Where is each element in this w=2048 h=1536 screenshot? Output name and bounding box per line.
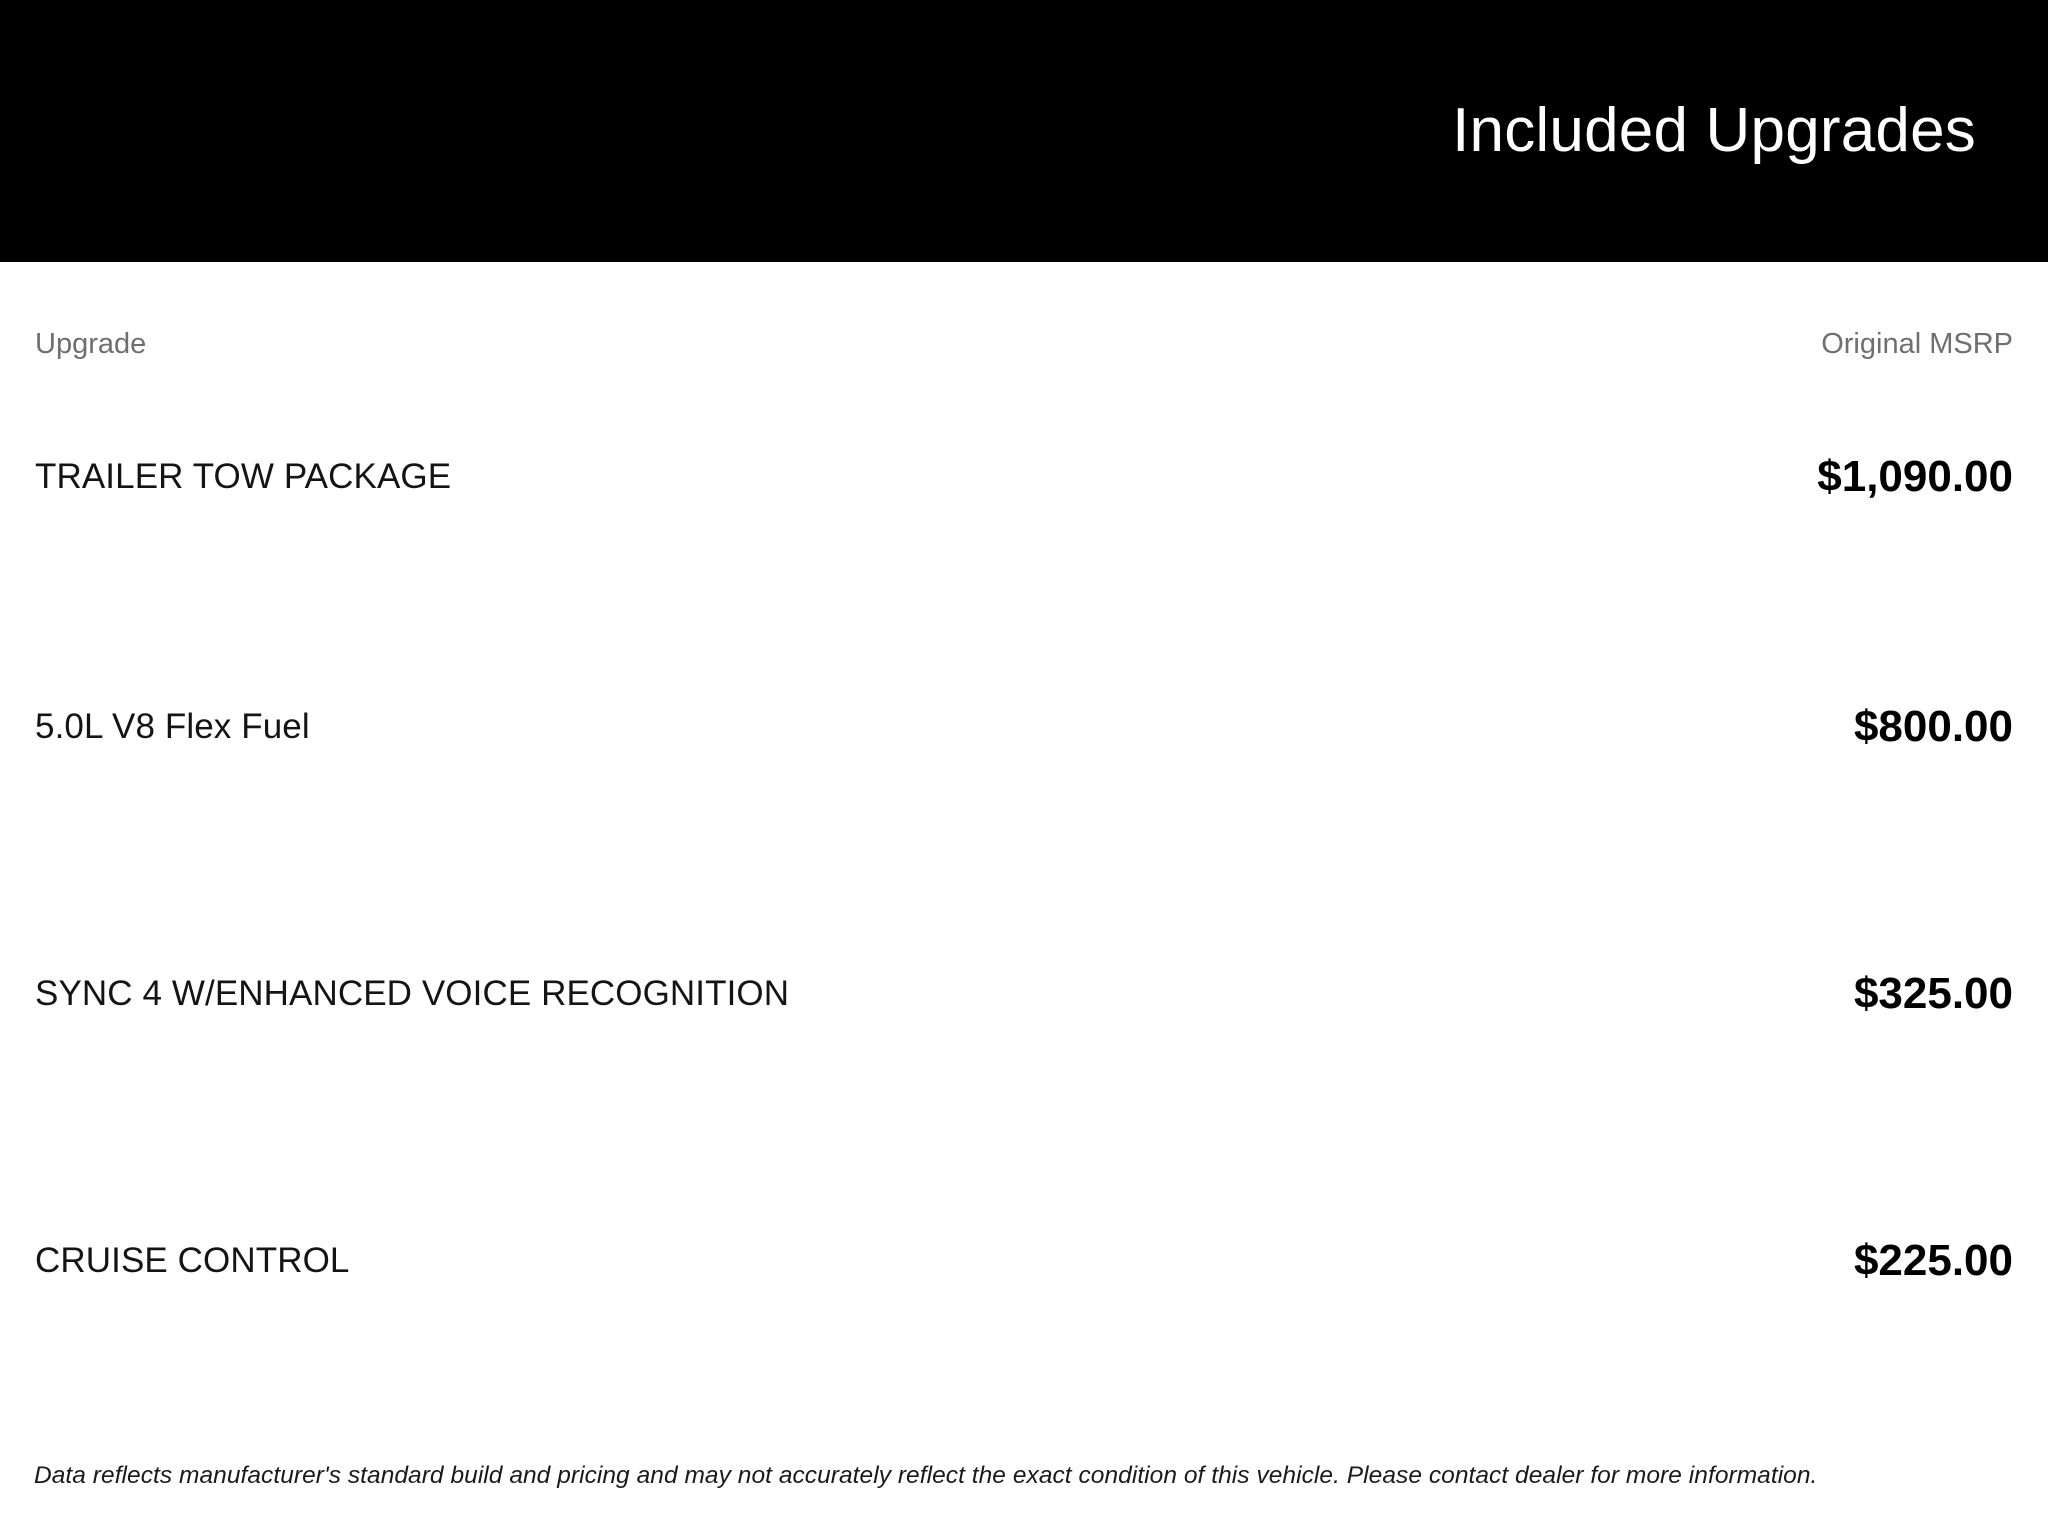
table-header-row — [34, 262, 2014, 361]
table-row — [34, 860, 2014, 1127]
upgrade-price: $800.00 — [1853, 701, 2013, 751]
upgrades-table — [34, 262, 2014, 1394]
page-header — [0, 0, 2048, 262]
table-row — [34, 361, 2014, 593]
upgrade-name: CRUISE CONTROL — [35, 1240, 350, 1280]
page-title: Included Upgrades — [1452, 96, 1976, 165]
column-header-upgrade: Upgrade — [35, 328, 147, 360]
upgrade-name: TRAILER TOW PACKAGE — [35, 457, 452, 496]
disclaimer-text: Data reflects manufacturer's standard build and pricing and may not accurately reflect the exact condition of this vehicle. Please contact dealer for more information. — [34, 1462, 1818, 1490]
table-body — [34, 361, 2014, 1394]
table-header — [34, 262, 2014, 361]
upgrade-price: $1,090.00 — [1817, 452, 2013, 501]
upgrade-price: $225.00 — [1853, 1235, 2013, 1285]
table-row — [34, 1127, 2014, 1394]
table-row — [34, 593, 2014, 860]
page-footer — [0, 1460, 2048, 1536]
column-header-original-msrp: Original MSRP — [1821, 328, 2013, 360]
upgrade-price: $325.00 — [1853, 968, 2013, 1018]
upgrades-table-container — [0, 262, 2048, 1460]
upgrade-name: SYNC 4 W/ENHANCED VOICE RECOGNITION — [35, 973, 790, 1013]
upgrade-name: 5.0L V8 Flex Fuel — [35, 706, 310, 746]
